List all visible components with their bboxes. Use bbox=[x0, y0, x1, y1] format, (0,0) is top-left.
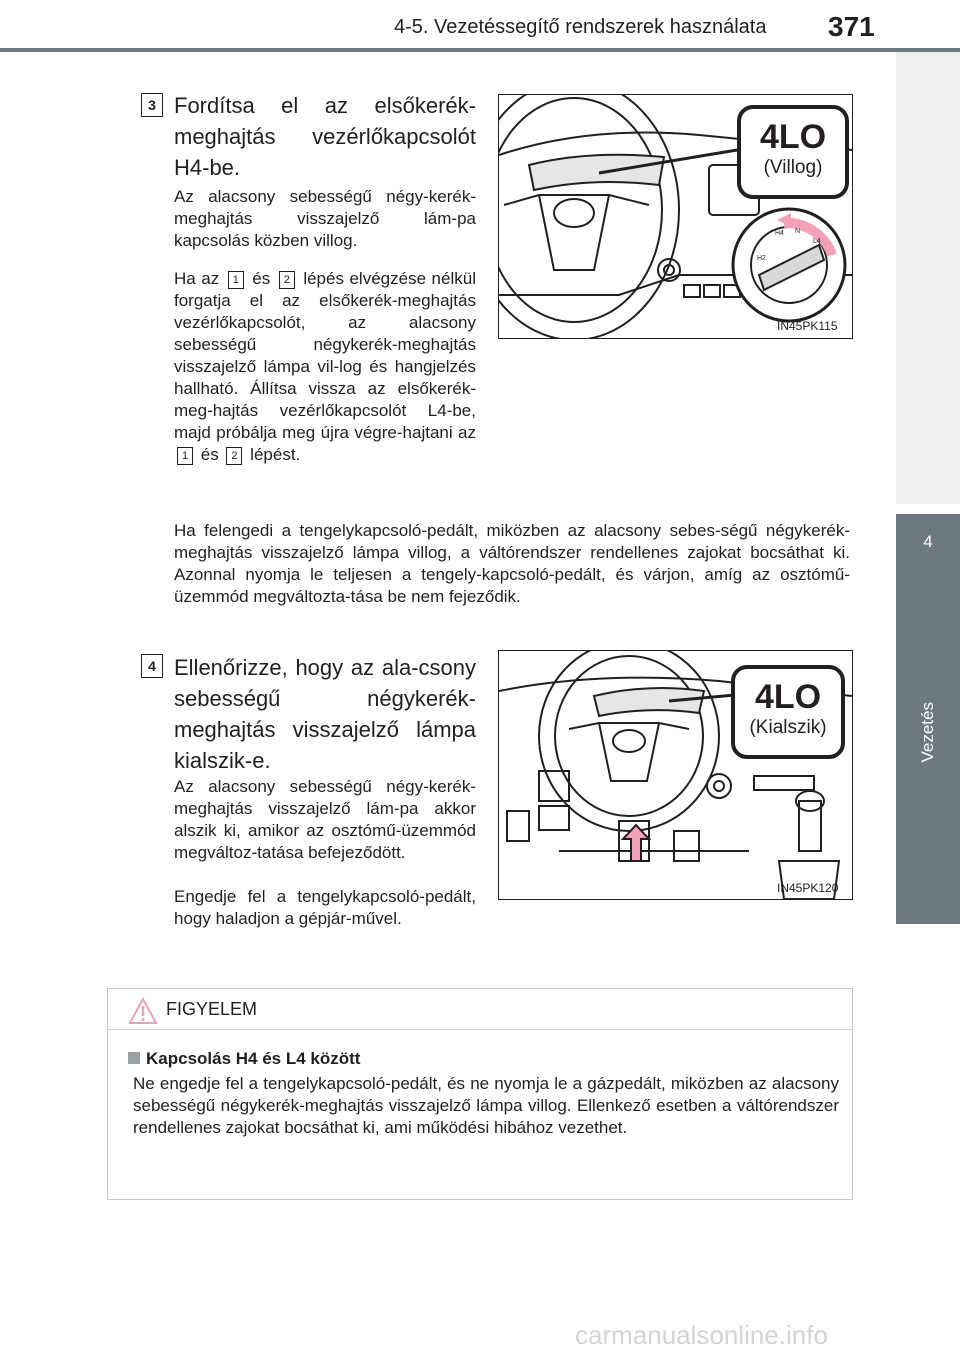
illustration-4lo-blinking bbox=[498, 94, 853, 339]
warning-title: FIGYELEM bbox=[166, 999, 258, 1019]
warning-text: Ne engedje fel a tengelykapcsoló-pedált, és ne nyomja le a gázpedált, miközben az alacsony sebességű négykerék-meghajtás visszajelző lámpa villog. Ellenkező esetben a váltórendszer rendellenes zajokat bocsáthat ki, ami működési hibához vezethet. bbox=[133, 1074, 839, 1137]
indicator-callout bbox=[737, 105, 849, 199]
dial-label: H2 bbox=[757, 255, 766, 262]
illustration-code: IN45PK120 bbox=[777, 881, 839, 895]
indicator-callout bbox=[731, 665, 845, 759]
running-header-section: 4-5. Vezetéssegítő rendszerek használata bbox=[394, 16, 767, 38]
warning-box bbox=[107, 988, 853, 1200]
text-run: Ha az bbox=[174, 269, 220, 288]
text-run: lépést. bbox=[250, 445, 301, 464]
dial-label: L4 bbox=[813, 238, 821, 245]
side-tab-upper bbox=[896, 52, 960, 504]
step-3-note-paragraph: Ha felengedi a tengelykapcsoló-pedált, miközben az alacsony sebes-ségű négykerék-meghajtás visszajelző lámpa villog, a váltórendszer rendellenes zajokat bocsáthat ki. Azonnal nyomja le teljesen a tengely-kapcsoló-pedált, és várjon, amíg az osztómű-üzemmód megváltozta-tása be nem fejeződik. bbox=[174, 521, 850, 606]
text-run: lépés elvégzése nélkül forgatja el az elsőkerék-meghajtás vezérlőkapcsolót, az alacsony sebességű négykerék-meghajtás visszajelző lámpa vil-log és hangjelzés hallható. Állítsa vissza az elsőkerék-meg-hajtás vezérlőkapcsolót L4-be, majd próbálja meg újra végre-hajtani az bbox=[174, 269, 476, 442]
step-4-paragraph-2: Engedje fel a tengelykapcsoló-pedált, hogy haladjon a gépjár-művel. bbox=[174, 887, 476, 928]
step-3-paragraph-2 bbox=[174, 268, 476, 466]
chapter-number: 4 bbox=[923, 532, 933, 551]
chapter-side-tab bbox=[896, 52, 960, 1352]
illustration-code: IN45PK115 bbox=[777, 319, 838, 333]
header-rule bbox=[0, 48, 960, 52]
step-ref-badge: 1 bbox=[177, 447, 193, 465]
step-3-heading: Fordítsa el az elsőkerék-meghajtás vezérlőkapcsolót H4-be. bbox=[174, 93, 476, 180]
warning-triangle-icon bbox=[128, 997, 158, 1025]
step-ref-badge: 1 bbox=[228, 271, 244, 289]
step-ref-badge: 2 bbox=[226, 447, 242, 465]
step-ref-badge: 2 bbox=[279, 271, 295, 289]
warning-subtitle bbox=[128, 1049, 360, 1069]
callout-indicator-text: 4LO bbox=[759, 118, 827, 156]
step-3-badge: 3 bbox=[141, 93, 163, 117]
step-3-paragraph-1: Az alacsony sebességű négy-kerék-meghajtás visszajelző lám-pa kapcsolás közben villog. bbox=[174, 187, 476, 250]
warning-header bbox=[108, 989, 852, 1030]
step-4-heading: Ellenőrizze, hogy az ala-csony sebességű négykerék-meghajtás visszajelző lámpa kialszik-e. bbox=[174, 655, 476, 773]
warning-subtitle-text: Kapcsolás H4 és L4 között bbox=[146, 1049, 361, 1068]
step-4-badge: 4 bbox=[141, 654, 163, 678]
callout-state-text: (Kialszik) bbox=[749, 717, 827, 738]
text-run: és bbox=[200, 445, 219, 464]
dial-label: H4 bbox=[775, 230, 784, 237]
step-4-paragraph-1: Az alacsony sebességű négy-kerék-meghajtás visszajelző lám-pa akkor alszik ki, amikor az osztómű-üzemmód megváltoz-tatása befejeződött. bbox=[174, 777, 476, 862]
callout-state-text: (Villog) bbox=[763, 157, 823, 178]
square-bullet-icon bbox=[128, 1052, 140, 1064]
text-run: és bbox=[252, 269, 271, 288]
watermark: carmanualsonline.info bbox=[575, 1320, 828, 1350]
page-number: 371 bbox=[828, 11, 875, 42]
illustration-4lo-off bbox=[498, 650, 853, 900]
dial-label: N bbox=[795, 228, 801, 235]
chapter-title: Vezetés bbox=[918, 702, 937, 763]
callout-indicator-text: 4LO bbox=[754, 678, 822, 716]
